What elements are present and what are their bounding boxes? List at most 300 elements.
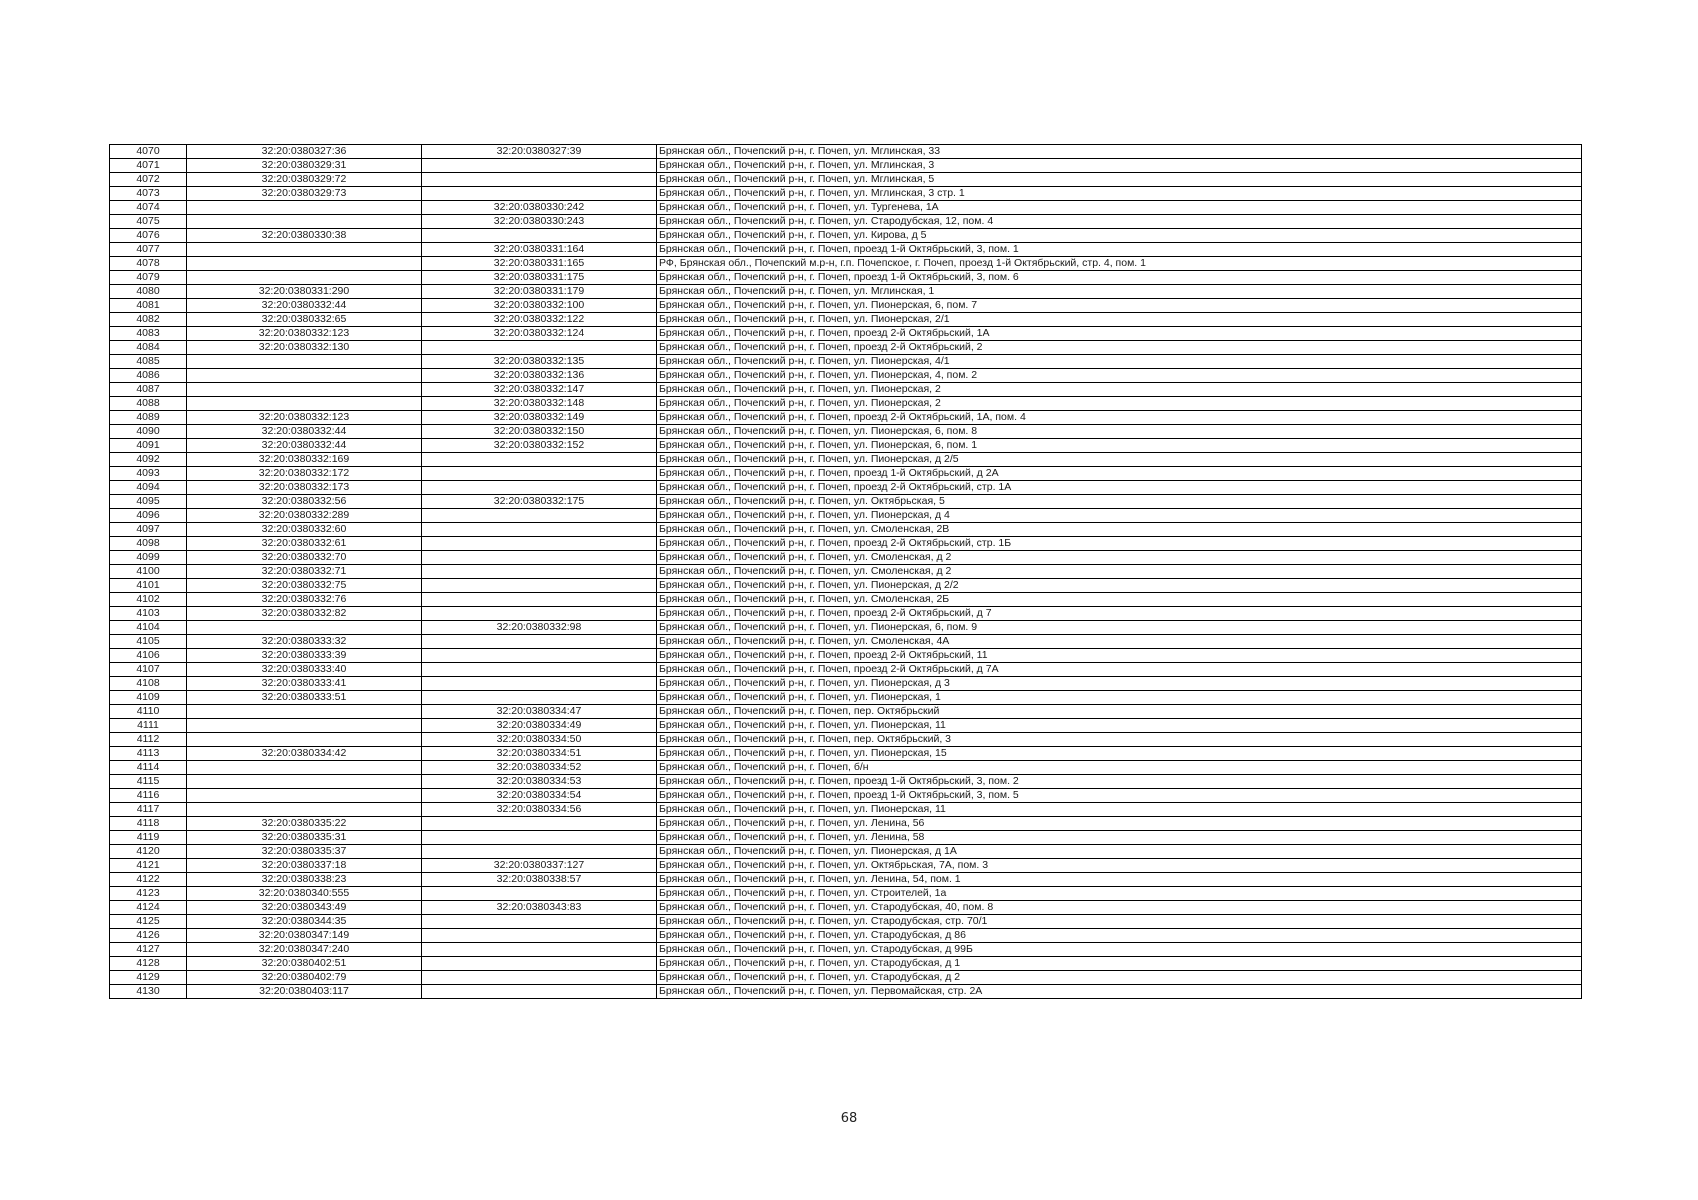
linked-cadastral-number-cell: 32:20:0380332:136 xyxy=(422,369,657,383)
row-number-cell: 4078 xyxy=(110,257,187,271)
linked-cadastral-number-cell: 32:20:0380332:152 xyxy=(422,439,657,453)
table-row xyxy=(110,789,1582,803)
row-number-cell: 4102 xyxy=(110,593,187,607)
linked-cadastral-number-cell: 32:20:0380332:175 xyxy=(422,495,657,509)
address-cell: Брянская обл., Почепский р-н, г. Почеп, ул. Смоленская, 2Б xyxy=(657,593,1582,607)
row-number-cell: 4086 xyxy=(110,369,187,383)
linked-cadastral-number-cell xyxy=(422,467,657,481)
row-number-cell: 4128 xyxy=(110,957,187,971)
table-row xyxy=(110,733,1582,747)
row-number-cell: 4084 xyxy=(110,341,187,355)
row-number-cell: 4079 xyxy=(110,271,187,285)
row-number-cell: 4072 xyxy=(110,173,187,187)
cadastral-number-cell xyxy=(187,803,422,817)
cadastral-number-cell: 32:20:0380402:51 xyxy=(187,957,422,971)
table-row xyxy=(110,243,1582,257)
table-row xyxy=(110,649,1582,663)
address-cell: Брянская обл., Почепский р-н, г. Почеп, ул. Пионерская, 11 xyxy=(657,803,1582,817)
table-row xyxy=(110,579,1582,593)
address-cell: Брянская обл., Почепский р-н, г. Почеп, ул. Пионерская, 4/1 xyxy=(657,355,1582,369)
row-number-cell: 4085 xyxy=(110,355,187,369)
table-row xyxy=(110,971,1582,985)
cadastral-number-cell: 32:20:0380333:51 xyxy=(187,691,422,705)
linked-cadastral-number-cell xyxy=(422,915,657,929)
cadastral-number-cell xyxy=(187,355,422,369)
linked-cadastral-number-cell xyxy=(422,887,657,901)
cadastral-number-cell xyxy=(187,733,422,747)
cadastral-number-cell: 32:20:0380333:40 xyxy=(187,663,422,677)
row-number-cell: 4121 xyxy=(110,859,187,873)
address-cell: Брянская обл., Почепский р-н, г. Почеп, ул. Смоленская, д 2 xyxy=(657,565,1582,579)
cadastral-number-cell: 32:20:0380329:72 xyxy=(187,173,422,187)
row-number-cell: 4081 xyxy=(110,299,187,313)
address-cell: Брянская обл., Почепский р-н, г. Почеп, ул. Мглинская, 3 xyxy=(657,159,1582,173)
address-cell: Брянская обл., Почепский р-н, г. Почеп, ул. Пионерская, 15 xyxy=(657,747,1582,761)
linked-cadastral-number-cell: 32:20:0380338:57 xyxy=(422,873,657,887)
table-row xyxy=(110,607,1582,621)
row-number-cell: 4089 xyxy=(110,411,187,425)
row-number-cell: 4122 xyxy=(110,873,187,887)
row-number-cell: 4118 xyxy=(110,817,187,831)
cadastral-number-cell: 32:20:0380332:76 xyxy=(187,593,422,607)
linked-cadastral-number-cell xyxy=(422,929,657,943)
address-cell: Брянская обл., Почепский р-н, г. Почеп, ул. Мглинская, 3 стр. 1 xyxy=(657,187,1582,201)
linked-cadastral-number-cell: 32:20:0380334:49 xyxy=(422,719,657,733)
row-number-cell: 4099 xyxy=(110,551,187,565)
table-row xyxy=(110,523,1582,537)
linked-cadastral-number-cell: 32:20:0380332:135 xyxy=(422,355,657,369)
cadastral-number-cell xyxy=(187,215,422,229)
linked-cadastral-number-cell: 32:20:0380334:50 xyxy=(422,733,657,747)
linked-cadastral-number-cell xyxy=(422,523,657,537)
cadastral-number-cell: 32:20:0380333:32 xyxy=(187,635,422,649)
address-cell: Брянская обл., Почепский р-н, г. Почеп, ул. Пионерская, 6, пом. 8 xyxy=(657,425,1582,439)
table-row xyxy=(110,565,1582,579)
address-cell: Брянская обл., Почепский р-н, г. Почеп, ул. Мглинская, 5 xyxy=(657,173,1582,187)
cadastral-number-cell: 32:20:0380332:172 xyxy=(187,467,422,481)
cadastral-number-cell: 32:20:0380335:22 xyxy=(187,817,422,831)
cadastral-number-cell: 32:20:0380329:73 xyxy=(187,187,422,201)
address-cell: Брянская обл., Почепский р-н, г. Почеп, пер. Октябрьский xyxy=(657,705,1582,719)
table-row xyxy=(110,929,1582,943)
linked-cadastral-number-cell xyxy=(422,691,657,705)
address-cell: Брянская обл., Почепский р-н, г. Почеп, проезд 2-й Октябрьский, 1А, пом. 4 xyxy=(657,411,1582,425)
address-cell: Брянская обл., Почепский р-н, г. Почеп, ул. Пионерская, д 1А xyxy=(657,845,1582,859)
registry-table xyxy=(109,144,1582,999)
table-row xyxy=(110,831,1582,845)
address-cell: Брянская обл., Почепский р-н, г. Почеп, ул. Стародубская, 12, пом. 4 xyxy=(657,215,1582,229)
table-row xyxy=(110,761,1582,775)
cadastral-number-cell: 32:20:0380332:173 xyxy=(187,481,422,495)
linked-cadastral-number-cell: 32:20:0380332:148 xyxy=(422,397,657,411)
linked-cadastral-number-cell: 32:20:0380343:83 xyxy=(422,901,657,915)
linked-cadastral-number-cell xyxy=(422,663,657,677)
table-row xyxy=(110,719,1582,733)
cadastral-number-cell: 32:20:0380332:289 xyxy=(187,509,422,523)
linked-cadastral-number-cell xyxy=(422,537,657,551)
address-cell: Брянская обл., Почепский р-н, г. Почеп, проезд 1-й Октябрьский, 3, пом. 1 xyxy=(657,243,1582,257)
cadastral-number-cell: 32:20:0380343:49 xyxy=(187,901,422,915)
row-number-cell: 4071 xyxy=(110,159,187,173)
linked-cadastral-number-cell: 32:20:0380330:243 xyxy=(422,215,657,229)
table-row xyxy=(110,201,1582,215)
address-cell: Брянская обл., Почепский р-н, г. Почеп, ул. Октябрьская, 7А, пом. 3 xyxy=(657,859,1582,873)
address-cell: Брянская обл., Почепский р-н, г. Почеп, ул. Стародубская, д 2 xyxy=(657,971,1582,985)
row-number-cell: 4109 xyxy=(110,691,187,705)
row-number-cell: 4104 xyxy=(110,621,187,635)
address-cell: Брянская обл., Почепский р-н, г. Почеп, ул. Мглинская, 33 xyxy=(657,145,1582,159)
cadastral-number-cell: 32:20:0380340:555 xyxy=(187,887,422,901)
address-cell: Брянская обл., Почепский р-н, г. Почеп, проезд 2-й Октябрьский, 2 xyxy=(657,341,1582,355)
address-cell: Брянская обл., Почепский р-н, г. Почеп, ул. Пионерская, 6, пом. 7 xyxy=(657,299,1582,313)
cadastral-number-cell: 32:20:0380332:169 xyxy=(187,453,422,467)
table-row xyxy=(110,845,1582,859)
table-row xyxy=(110,663,1582,677)
linked-cadastral-number-cell xyxy=(422,593,657,607)
table-row xyxy=(110,341,1582,355)
address-cell: Брянская обл., Почепский р-н, г. Почеп, ул. Пионерская, д 2/2 xyxy=(657,579,1582,593)
table-row xyxy=(110,691,1582,705)
cadastral-number-cell xyxy=(187,243,422,257)
cadastral-number-cell: 32:20:0380330:38 xyxy=(187,229,422,243)
linked-cadastral-number-cell: 32:20:0380330:242 xyxy=(422,201,657,215)
row-number-cell: 4101 xyxy=(110,579,187,593)
table-row xyxy=(110,159,1582,173)
address-cell: Брянская обл., Почепский р-н, г. Почеп, ул. Мглинская, 1 xyxy=(657,285,1582,299)
cadastral-number-cell: 32:20:0380335:31 xyxy=(187,831,422,845)
row-number-cell: 4127 xyxy=(110,943,187,957)
table-row xyxy=(110,859,1582,873)
table-row xyxy=(110,369,1582,383)
address-cell: Брянская обл., Почепский р-н, г. Почеп, проезд 2-й Октябрьский, стр. 1А xyxy=(657,481,1582,495)
address-cell: Брянская обл., Почепский р-н, г. Почеп, ул. Пионерская, 2 xyxy=(657,383,1582,397)
address-cell: Брянская обл., Почепский р-н, г. Почеп, ул. Пионерская, 6, пом. 9 xyxy=(657,621,1582,635)
address-cell: Брянская обл., Почепский р-н, г. Почеп, ул. Стародубская, д 86 xyxy=(657,929,1582,943)
linked-cadastral-number-cell xyxy=(422,579,657,593)
address-cell: Брянская обл., Почепский р-н, г. Почеп, ул. Строителей, 1а xyxy=(657,887,1582,901)
cadastral-number-cell: 32:20:0380331:290 xyxy=(187,285,422,299)
cadastral-number-cell: 32:20:0380334:42 xyxy=(187,747,422,761)
address-cell: Брянская обл., Почепский р-н, г. Почеп, ул. Смоленская, 4А xyxy=(657,635,1582,649)
row-number-cell: 4080 xyxy=(110,285,187,299)
table-row xyxy=(110,915,1582,929)
row-number-cell: 4108 xyxy=(110,677,187,691)
row-number-cell: 4130 xyxy=(110,985,187,999)
row-number-cell: 4083 xyxy=(110,327,187,341)
cadastral-number-cell: 32:20:0380332:61 xyxy=(187,537,422,551)
cadastral-number-cell: 32:20:0380332:82 xyxy=(187,607,422,621)
cadastral-number-cell: 32:20:0380344:35 xyxy=(187,915,422,929)
linked-cadastral-number-cell xyxy=(422,817,657,831)
cadastral-number-cell xyxy=(187,201,422,215)
cadastral-number-cell: 32:20:0380347:240 xyxy=(187,943,422,957)
cadastral-number-cell: 32:20:0380329:31 xyxy=(187,159,422,173)
row-number-cell: 4076 xyxy=(110,229,187,243)
row-number-cell: 4107 xyxy=(110,663,187,677)
row-number-cell: 4094 xyxy=(110,481,187,495)
cadastral-number-cell: 32:20:0380332:60 xyxy=(187,523,422,537)
table-row xyxy=(110,495,1582,509)
row-number-cell: 4117 xyxy=(110,803,187,817)
address-cell: Брянская обл., Почепский р-н, г. Почеп, проезд 1-й Октябрьский, 3, пом. 5 xyxy=(657,789,1582,803)
table-row xyxy=(110,943,1582,957)
address-cell: Брянская обл., Почепский р-н, г. Почеп, проезд 1-й Октябрьский, 3, пом. 6 xyxy=(657,271,1582,285)
cadastral-number-cell: 32:20:0380332:123 xyxy=(187,411,422,425)
row-number-cell: 4075 xyxy=(110,215,187,229)
linked-cadastral-number-cell: 32:20:0380334:51 xyxy=(422,747,657,761)
table-row xyxy=(110,621,1582,635)
table-row xyxy=(110,257,1582,271)
address-cell: Брянская обл., Почепский р-н, г. Почеп, ул. Смоленская, 2В xyxy=(657,523,1582,537)
cadastral-number-cell: 32:20:0380402:79 xyxy=(187,971,422,985)
linked-cadastral-number-cell xyxy=(422,649,657,663)
cadastral-number-cell xyxy=(187,705,422,719)
address-cell: Брянская обл., Почепский р-н, г. Почеп, проезд 2-й Октябрьский, д 7 xyxy=(657,607,1582,621)
linked-cadastral-number-cell xyxy=(422,481,657,495)
cadastral-number-cell xyxy=(187,761,422,775)
table-row xyxy=(110,957,1582,971)
cadastral-number-cell: 32:20:0380333:39 xyxy=(187,649,422,663)
linked-cadastral-number-cell xyxy=(422,635,657,649)
table-row xyxy=(110,215,1582,229)
table-row xyxy=(110,803,1582,817)
linked-cadastral-number-cell xyxy=(422,607,657,621)
table-row xyxy=(110,677,1582,691)
cadastral-number-cell: 32:20:0380332:123 xyxy=(187,327,422,341)
linked-cadastral-number-cell: 32:20:0380331:164 xyxy=(422,243,657,257)
address-cell: Брянская обл., Почепский р-н, г. Почеп, ул. Стародубская, стр. 70/1 xyxy=(657,915,1582,929)
row-number-cell: 4082 xyxy=(110,313,187,327)
address-cell: Брянская обл., Почепский р-н, г. Почеп, проезд 2-й Октябрьский, д 7А xyxy=(657,663,1582,677)
table-row xyxy=(110,313,1582,327)
row-number-cell: 4092 xyxy=(110,453,187,467)
linked-cadastral-number-cell xyxy=(422,565,657,579)
row-number-cell: 4088 xyxy=(110,397,187,411)
cadastral-number-cell: 32:20:0380332:75 xyxy=(187,579,422,593)
linked-cadastral-number-cell: 32:20:0380334:52 xyxy=(422,761,657,775)
address-cell: РФ, Брянская обл., Почепский м.р-н, г.п. Почепское, г. Почеп, проезд 1-й Октябрьский, стр. 4, пом. 1 xyxy=(657,257,1582,271)
address-cell: Брянская обл., Почепский р-н, г. Почеп, ул. Пионерская, 2/1 xyxy=(657,313,1582,327)
address-cell: Брянская обл., Почепский р-н, г. Почеп, проезд 2-й Октябрьский, стр. 1Б xyxy=(657,537,1582,551)
address-cell: Брянская обл., Почепский р-н, г. Почеп, ул. Ленина, 56 xyxy=(657,817,1582,831)
address-cell: Брянская обл., Почепский р-н, г. Почеп, проезд 2-й Октябрьский, 1А xyxy=(657,327,1582,341)
row-number-cell: 4098 xyxy=(110,537,187,551)
cadastral-number-cell xyxy=(187,775,422,789)
address-cell: Брянская обл., Почепский р-н, г. Почеп, ул. Пионерская, 4, пом. 2 xyxy=(657,369,1582,383)
row-number-cell: 4073 xyxy=(110,187,187,201)
table-row xyxy=(110,593,1582,607)
address-cell: Брянская обл., Почепский р-н, г. Почеп, б/н xyxy=(657,761,1582,775)
cadastral-number-cell: 32:20:0380332:70 xyxy=(187,551,422,565)
table-row xyxy=(110,635,1582,649)
table-row xyxy=(110,537,1582,551)
address-cell: Брянская обл., Почепский р-н, г. Почеп, ул. Стародубская, 40, пом. 8 xyxy=(657,901,1582,915)
table-row xyxy=(110,747,1582,761)
linked-cadastral-number-cell xyxy=(422,971,657,985)
row-number-cell: 4100 xyxy=(110,565,187,579)
address-cell: Брянская обл., Почепский р-н, г. Почеп, ул. Пионерская, д 3 xyxy=(657,677,1582,691)
linked-cadastral-number-cell xyxy=(422,341,657,355)
row-number-cell: 4105 xyxy=(110,635,187,649)
cadastral-number-cell: 32:20:0380332:44 xyxy=(187,439,422,453)
row-number-cell: 4120 xyxy=(110,845,187,859)
linked-cadastral-number-cell xyxy=(422,159,657,173)
table-row xyxy=(110,425,1582,439)
row-number-cell: 4119 xyxy=(110,831,187,845)
linked-cadastral-number-cell xyxy=(422,229,657,243)
table-row xyxy=(110,299,1582,313)
address-cell: Брянская обл., Почепский р-н, г. Почеп, проезд 1-й Октябрьский, д 2А xyxy=(657,467,1582,481)
row-number-cell: 4114 xyxy=(110,761,187,775)
table-row xyxy=(110,187,1582,201)
linked-cadastral-number-cell: 32:20:0380332:150 xyxy=(422,425,657,439)
linked-cadastral-number-cell xyxy=(422,831,657,845)
linked-cadastral-number-cell xyxy=(422,551,657,565)
linked-cadastral-number-cell: 32:20:0380334:54 xyxy=(422,789,657,803)
row-number-cell: 4090 xyxy=(110,425,187,439)
address-cell: Брянская обл., Почепский р-н, г. Почеп, ул. Стародубская, д 99Б xyxy=(657,943,1582,957)
address-cell: Брянская обл., Почепский р-н, г. Почеп, ул. Кирова, д 5 xyxy=(657,229,1582,243)
linked-cadastral-number-cell: 32:20:0380337:127 xyxy=(422,859,657,873)
linked-cadastral-number-cell xyxy=(422,943,657,957)
row-number-cell: 4125 xyxy=(110,915,187,929)
linked-cadastral-number-cell xyxy=(422,173,657,187)
cadastral-number-cell xyxy=(187,369,422,383)
address-cell: Брянская обл., Почепский р-н, г. Почеп, ул. Пионерская, 2 xyxy=(657,397,1582,411)
table-row xyxy=(110,327,1582,341)
cadastral-number-cell: 32:20:0380347:149 xyxy=(187,929,422,943)
table-row xyxy=(110,705,1582,719)
row-number-cell: 4091 xyxy=(110,439,187,453)
linked-cadastral-number-cell xyxy=(422,845,657,859)
row-number-cell: 4126 xyxy=(110,929,187,943)
cadastral-number-cell xyxy=(187,621,422,635)
table-row xyxy=(110,453,1582,467)
cadastral-number-cell: 32:20:0380332:130 xyxy=(187,341,422,355)
row-number-cell: 4106 xyxy=(110,649,187,663)
cadastral-number-cell: 32:20:0380338:23 xyxy=(187,873,422,887)
table-row xyxy=(110,985,1582,999)
address-cell: Брянская обл., Почепский р-н, г. Почеп, проезд 1-й Октябрьский, 3, пом. 2 xyxy=(657,775,1582,789)
linked-cadastral-number-cell: 32:20:0380332:149 xyxy=(422,411,657,425)
cadastral-number-cell xyxy=(187,257,422,271)
table-row xyxy=(110,285,1582,299)
linked-cadastral-number-cell xyxy=(422,187,657,201)
row-number-cell: 4129 xyxy=(110,971,187,985)
table-row xyxy=(110,145,1582,159)
row-number-cell: 4096 xyxy=(110,509,187,523)
table-row xyxy=(110,355,1582,369)
address-cell: Брянская обл., Почепский р-н, г. Почеп, проезд 2-й Октябрьский, 11 xyxy=(657,649,1582,663)
cadastral-number-cell: 32:20:0380332:44 xyxy=(187,299,422,313)
table-row xyxy=(110,551,1582,565)
page-number: 68 xyxy=(840,1111,858,1126)
cadastral-number-cell xyxy=(187,383,422,397)
table-row xyxy=(110,383,1582,397)
row-number-cell: 4095 xyxy=(110,495,187,509)
table-row xyxy=(110,901,1582,915)
table-row xyxy=(110,481,1582,495)
linked-cadastral-number-cell xyxy=(422,957,657,971)
table-row xyxy=(110,173,1582,187)
address-cell: Брянская обл., Почепский р-н, г. Почеп, ул. Пионерская, д 4 xyxy=(657,509,1582,523)
address-cell: Брянская обл., Почепский р-н, г. Почеп, ул. Октябрьская, 5 xyxy=(657,495,1582,509)
table-row xyxy=(110,467,1582,481)
table-row xyxy=(110,411,1582,425)
address-cell: Брянская обл., Почепский р-н, г. Почеп, ул. Пионерская, 6, пом. 1 xyxy=(657,439,1582,453)
cadastral-number-cell: 32:20:0380332:56 xyxy=(187,495,422,509)
row-number-cell: 4116 xyxy=(110,789,187,803)
cadastral-number-cell xyxy=(187,271,422,285)
linked-cadastral-number-cell: 32:20:0380334:47 xyxy=(422,705,657,719)
cadastral-number-cell: 32:20:0380332:71 xyxy=(187,565,422,579)
cadastral-number-cell: 32:20:0380333:41 xyxy=(187,677,422,691)
cadastral-number-cell xyxy=(187,789,422,803)
linked-cadastral-number-cell: 32:20:0380332:124 xyxy=(422,327,657,341)
cadastral-number-cell: 32:20:0380335:37 xyxy=(187,845,422,859)
table-row xyxy=(110,509,1582,523)
row-number-cell: 4111 xyxy=(110,719,187,733)
linked-cadastral-number-cell xyxy=(422,985,657,999)
table-row xyxy=(110,887,1582,901)
address-cell: Брянская обл., Почепский р-н, г. Почеп, ул. Пионерская, 11 xyxy=(657,719,1582,733)
row-number-cell: 4093 xyxy=(110,467,187,481)
table-row xyxy=(110,817,1582,831)
cadastral-number-cell: 32:20:0380332:65 xyxy=(187,313,422,327)
table-row xyxy=(110,775,1582,789)
row-number-cell: 4124 xyxy=(110,901,187,915)
cadastral-number-cell: 32:20:0380332:44 xyxy=(187,425,422,439)
cadastral-number-cell xyxy=(187,719,422,733)
cadastral-number-cell: 32:20:0380327:36 xyxy=(187,145,422,159)
address-cell: Брянская обл., Почепский р-н, г. Почеп, пер. Октябрьский, 3 xyxy=(657,733,1582,747)
address-cell: Брянская обл., Почепский р-н, г. Почеп, ул. Смоленская, д 2 xyxy=(657,551,1582,565)
cadastral-number-cell: 32:20:0380337:18 xyxy=(187,859,422,873)
linked-cadastral-number-cell: 32:20:0380334:53 xyxy=(422,775,657,789)
address-cell: Брянская обл., Почепский р-н, г. Почеп, ул. Тургенева, 1А xyxy=(657,201,1582,215)
table-row xyxy=(110,397,1582,411)
address-cell: Брянская обл., Почепский р-н, г. Почеп, ул. Пионерская, д 2/5 xyxy=(657,453,1582,467)
table-row xyxy=(110,873,1582,887)
row-number-cell: 4097 xyxy=(110,523,187,537)
row-number-cell: 4110 xyxy=(110,705,187,719)
linked-cadastral-number-cell: 32:20:0380332:100 xyxy=(422,299,657,313)
linked-cadastral-number-cell xyxy=(422,677,657,691)
linked-cadastral-number-cell xyxy=(422,453,657,467)
linked-cadastral-number-cell: 32:20:0380331:179 xyxy=(422,285,657,299)
linked-cadastral-number-cell: 32:20:0380332:98 xyxy=(422,621,657,635)
row-number-cell: 4112 xyxy=(110,733,187,747)
address-cell: Брянская обл., Почепский р-н, г. Почеп, ул. Стародубская, д 1 xyxy=(657,957,1582,971)
table-row xyxy=(110,271,1582,285)
linked-cadastral-number-cell: 32:20:0380332:147 xyxy=(422,383,657,397)
row-number-cell: 4087 xyxy=(110,383,187,397)
address-cell: Брянская обл., Почепский р-н, г. Почеп, ул. Ленина, 54, пом. 1 xyxy=(657,873,1582,887)
row-number-cell: 4115 xyxy=(110,775,187,789)
row-number-cell: 4103 xyxy=(110,607,187,621)
linked-cadastral-number-cell xyxy=(422,509,657,523)
row-number-cell: 4074 xyxy=(110,201,187,215)
address-cell: Брянская обл., Почепский р-н, г. Почеп, ул. Первомайская, стр. 2А xyxy=(657,985,1582,999)
address-cell: Брянская обл., Почепский р-н, г. Почеп, ул. Пионерская, 1 xyxy=(657,691,1582,705)
cadastral-number-cell xyxy=(187,397,422,411)
row-number-cell: 4077 xyxy=(110,243,187,257)
table-row xyxy=(110,439,1582,453)
linked-cadastral-number-cell: 32:20:0380334:56 xyxy=(422,803,657,817)
table-body xyxy=(110,145,1582,999)
address-cell: Брянская обл., Почепский р-н, г. Почеп, ул. Ленина, 58 xyxy=(657,831,1582,845)
linked-cadastral-number-cell: 32:20:0380332:122 xyxy=(422,313,657,327)
